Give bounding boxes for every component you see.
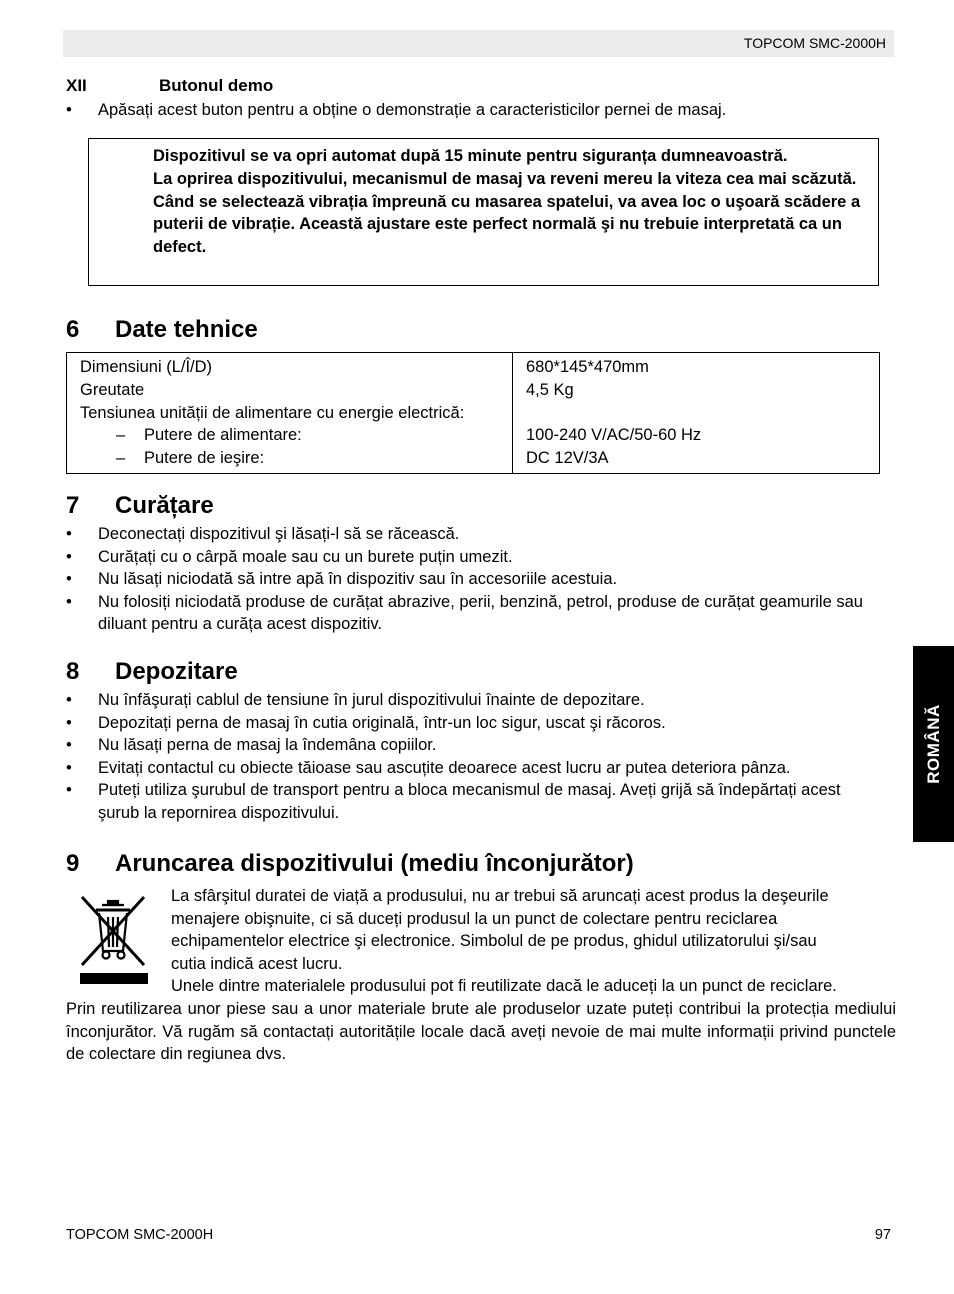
section-7-heading <box>66 492 214 520</box>
section-xii-number: XII <box>66 76 87 95</box>
spec-value <box>526 402 867 425</box>
list-item: • Apăsați acest buton pentru a obține o demonstrație a caracteristicilor pernei de masaj. <box>66 101 727 119</box>
section-7-list <box>66 523 866 636</box>
technical-data-table <box>66 352 880 474</box>
list-item: • Nu lăsați perna de masaj la îndemâna copiilor. <box>66 736 437 755</box>
section-6-heading <box>66 316 258 344</box>
page-number: 97 <box>874 1227 891 1243</box>
spec-label: Tensiunea unității de alimentare cu energie electrică: <box>80 403 465 422</box>
list-item: • Nu înfăşurați cablul de tensiune în jurul dispozitivului înainte de depozitare. <box>66 691 645 709</box>
weee-crossed-bin-icon <box>78 893 150 985</box>
safety-notice-box <box>88 138 879 286</box>
section-xii-heading <box>66 76 273 96</box>
spec-value: 100-240 V/AC/50-60 Hz <box>526 426 702 445</box>
spec-value: DC 12V/3A <box>526 449 609 468</box>
spec-values-cell <box>513 353 880 474</box>
footer-model: TOPCOM SMC-2000H <box>66 1227 214 1243</box>
notice-paragraph: Dispozitivul se va opri automat după 15 minute pentru siguranța dumneavoastră. <box>153 147 788 165</box>
list-item: • Nu lăsați niciodată să intre apă în dispozitiv sau în accesoriile acestuia. <box>66 570 618 589</box>
section-9-number: 9 <box>66 850 80 877</box>
section-7-number: 7 <box>66 492 80 519</box>
list-item: • Deconectați dispozitivul şi lăsați-l să se răcească. <box>66 525 460 543</box>
language-tab <box>913 646 954 842</box>
section-8-list <box>66 689 886 825</box>
list-item: • Curățați cu o cârpă moale sau cu un burete puțin umezit. <box>66 547 513 566</box>
list-item: • Depozitați perna de masaj în cutia originală, într-un loc sigur, uscat şi răcoros. <box>66 713 666 732</box>
section-8-heading <box>66 658 238 686</box>
section-6-title: Date tehnice <box>115 316 258 343</box>
section-7-title: Curățare <box>115 492 214 519</box>
list-item: • Nu folosiți niciodată produse de curățat abrazive, perii, benzină, petrol, produse de curățat geamurile sau diluant pentru a curăța acest dispozitiv. <box>66 592 863 634</box>
section-8-number: 8 <box>66 658 80 685</box>
disposal-paragraph-2: Prin reutilizarea unor piese sau a unor materiale brute ale produselor uzate puteți contribui la protecția mediului înconjurător. Vă rugăm să contactați autoritățile locale dacă aveți nevoie de mai multe informații privind punctele de colectare din regiunea dvs. <box>66 1000 896 1064</box>
page-header <box>63 30 894 57</box>
spec-labels-cell <box>67 353 513 474</box>
section-9-heading <box>66 850 634 878</box>
disposal-paragraph-1: La sfârşitul duratei de viață a produsului, nu ar trebui să aruncați acest produs la deşeurile menajere obişnuite, ci să duceți produsul la un punct de colectare pentru reciclarea echipamentelor electrice şi electronice. Simbolul de pe produs, ghidul utilizatorului şi/sau cutia indică acest lucru. Unele dintre materialele produsului pot fi reutilizate dacă le aduceți la un punct de reciclare. <box>171 887 837 996</box>
section-xii-title: Butonul demo <box>159 76 274 95</box>
header-model: TOPCOM SMC-2000H <box>743 35 886 51</box>
notice-paragraph: Când se selectează vibrația împreună cu masarea spatelui, va avea loc o uşoară scădere a puterii de vibrație. Această ajustare este perfect normală şi nu trebuie interpretată ca un defect. <box>153 192 861 257</box>
spec-value: 680*145*470mm <box>526 358 649 376</box>
section-8-title: Depozitare <box>115 658 238 685</box>
section-6-number: 6 <box>66 316 80 343</box>
spec-value: 4,5 Kg <box>526 380 574 399</box>
section-xii-list <box>66 99 896 122</box>
language-tab-label: ROMÂNĂ <box>923 704 943 784</box>
list-item: • Puteți utiliza şurubul de transport pentru a bloca mecanismul de masaj. Aveți grijă să îndepărtați acest şurub la repornirea dispozitivului. <box>66 781 841 822</box>
spec-sub-label: – Putere de ieşire: <box>116 449 265 468</box>
spec-sub-label: – Putere de alimentare: <box>116 426 302 445</box>
notice-paragraph: La oprirea dispozitivului, mecanismul de masaj va reveni mereu la viteza cea mai scăzută. <box>153 169 857 188</box>
list-item: • Evitați contactul cu obiecte tăioase sau ascuțite deoarece acest lucru ar putea deteriora pânza. <box>66 758 791 777</box>
spec-label: Greutate <box>80 380 145 399</box>
spec-label: Dimensiuni (L/Î/D) <box>80 358 213 376</box>
section-9-title: Aruncarea dispozitivului (mediu înconjurător) <box>115 850 634 877</box>
